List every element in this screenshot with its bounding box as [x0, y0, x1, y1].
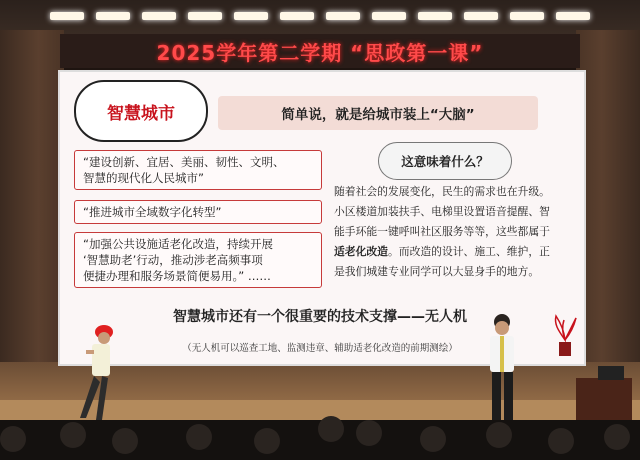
- banner-text: 2025学年第二学期 “思政第一课”: [156, 40, 484, 65]
- ceiling-light: [556, 12, 590, 20]
- para-line: 小区楼道加装扶手、电梯里设置语音提醒、智: [334, 205, 550, 218]
- smart-city-badge: [74, 80, 208, 142]
- quote-line: ‘智慧助老’行动，推动涉老高频事项: [83, 253, 263, 267]
- ceiling-light: [188, 12, 222, 20]
- ceiling-light: [418, 12, 452, 20]
- badge-text: 智慧城市: [107, 103, 175, 124]
- audience-head: [486, 422, 512, 448]
- audience: [0, 420, 640, 460]
- audience-head: [356, 420, 382, 446]
- para-line: [334, 242, 576, 262]
- quote-scroll-3: [74, 232, 322, 288]
- led-banner: [60, 34, 580, 68]
- ceiling-light: [234, 12, 268, 20]
- audience-head: [604, 424, 630, 450]
- potted-plant-icon: [550, 312, 580, 358]
- audience-head: [254, 428, 280, 454]
- audience-head: [548, 428, 574, 454]
- para-bold: 适老化改造: [334, 245, 388, 258]
- quote-line: “建设创新、宜居、美丽、韧性、文明、: [83, 155, 285, 169]
- para-line: 能手环能一键呼叫社区服务等等，这些都属于: [334, 225, 550, 238]
- ceiling-light: [96, 12, 130, 20]
- audience-head: [186, 424, 212, 450]
- para-line: 随着社会的发展变化，民生的需求也在升级。: [334, 185, 550, 198]
- ceiling: [0, 0, 640, 36]
- audience-head: [112, 428, 138, 454]
- explanation-paragraph: [334, 182, 576, 282]
- audience-head: [318, 416, 344, 442]
- intro-banner: [218, 96, 538, 130]
- question-text: 这意味着什么？: [401, 154, 489, 169]
- para-line: 是我们城建专业同学可以大显身手的地方。: [334, 265, 540, 278]
- drone-heading: 智慧城市还有一个很重要的技术支撑——无人机: [173, 309, 467, 325]
- audience-head: [0, 426, 26, 452]
- quote-line: 便捷办理和服务场景简便易用。” ……: [83, 269, 271, 283]
- ceiling-light: [142, 12, 176, 20]
- intro-text: 简单说，就是给城市装上“大脑”: [281, 107, 475, 123]
- para-rest: 。而改造的设计、施工、维护，正: [387, 245, 550, 258]
- laptop: [598, 366, 624, 380]
- quote-line: “推进城市全域数字化转型”: [83, 205, 222, 219]
- question-cloud: [378, 142, 512, 180]
- ceiling-light: [510, 12, 544, 20]
- ceiling-light: [372, 12, 406, 20]
- ceiling-light: [280, 12, 314, 20]
- quote-line: “加强公共设施适老化改造，持续开展: [83, 237, 273, 251]
- ceiling-light: [326, 12, 360, 20]
- quote-scroll-2: [74, 200, 322, 224]
- drone-note: （无人机可以巡查工地、监测违章、辅助适老化改造的前期测绘）: [182, 343, 458, 354]
- audience-head: [60, 422, 86, 448]
- ceiling-light: [50, 12, 84, 20]
- audience-head: [420, 426, 446, 452]
- person-hard-hat: [56, 322, 116, 432]
- quote-scroll-1: [74, 150, 322, 190]
- ceiling-light: [464, 12, 498, 20]
- quote-line: 智慧的现代化人民城市”: [83, 171, 204, 185]
